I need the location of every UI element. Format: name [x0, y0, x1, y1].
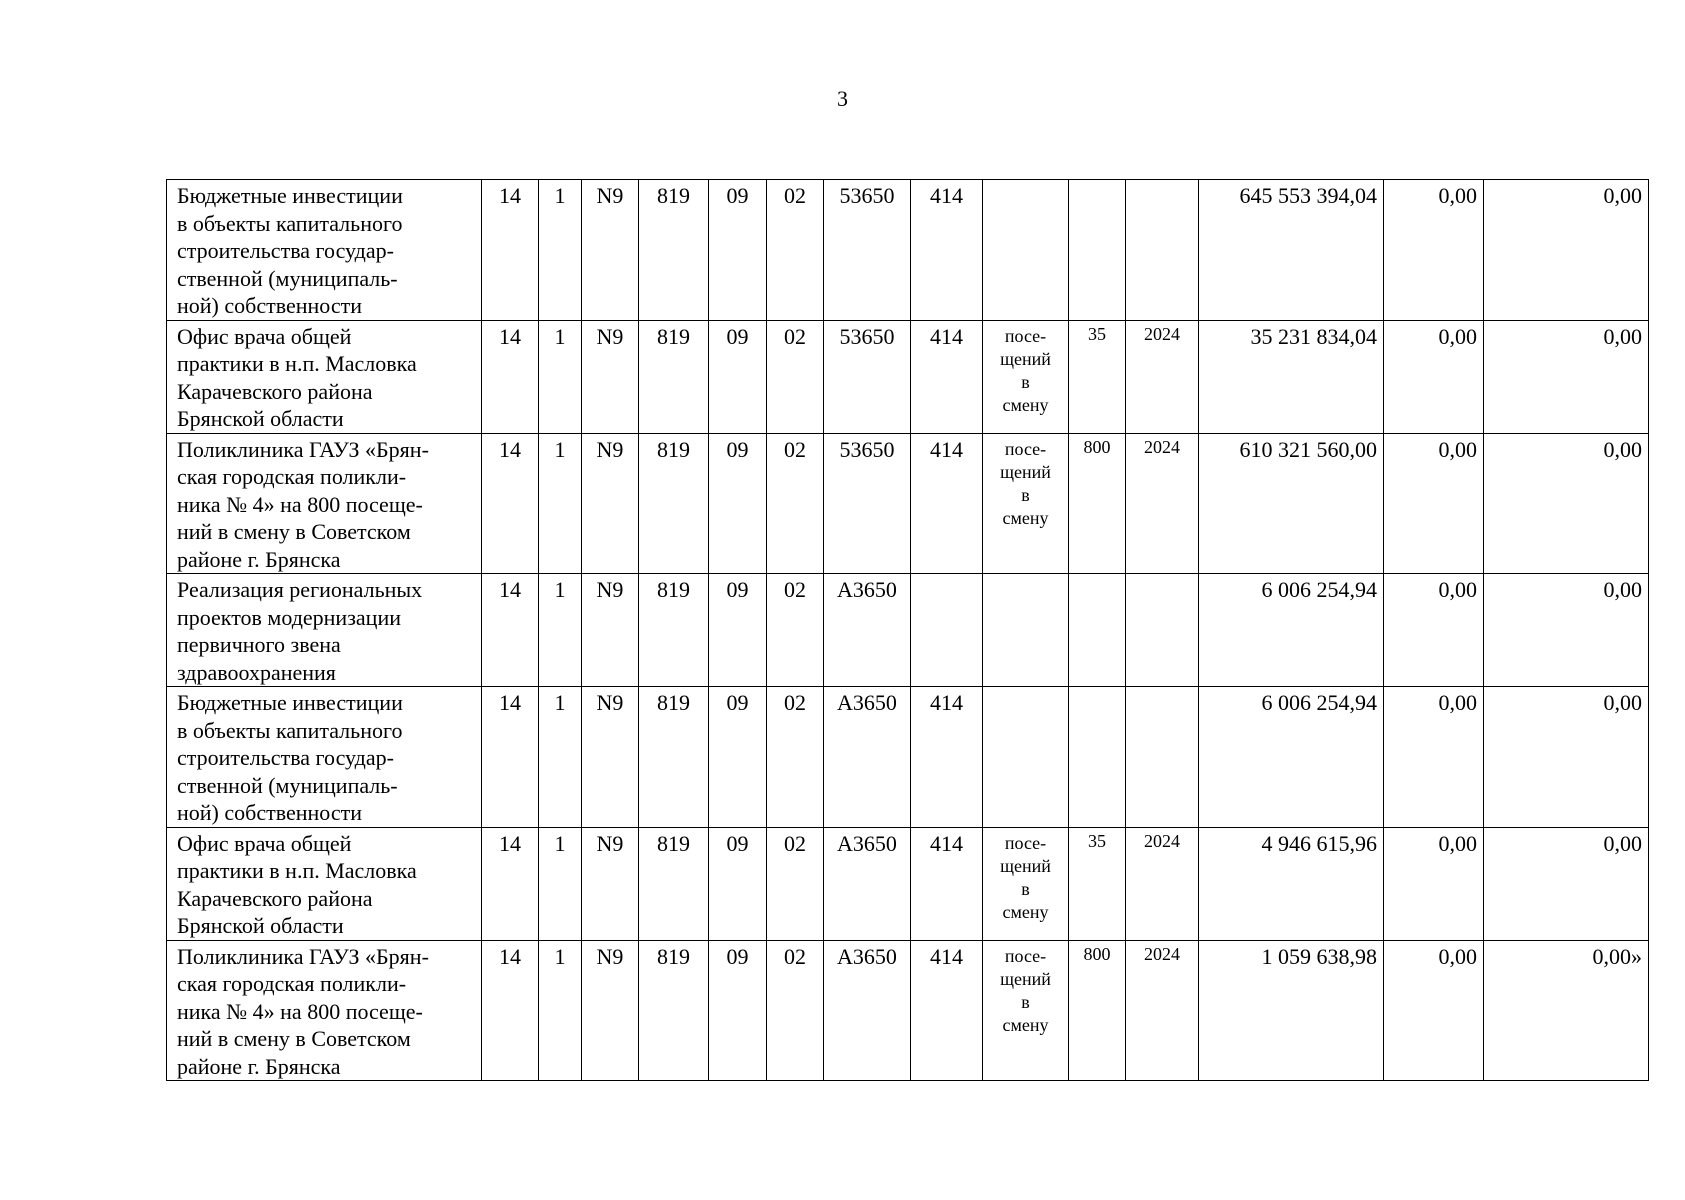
row-name	[167, 433, 482, 574]
amount-year-1: 610 321 560,00	[1199, 433, 1384, 574]
capacity-unit-line: смену	[1002, 1014, 1049, 1035]
capacity-unit	[983, 574, 1069, 687]
amount-year-3: 0,00	[1484, 320, 1649, 433]
code-project: N9	[582, 940, 639, 1081]
row-name-line: Поликлиника ГАУЗ «Брян-	[177, 943, 429, 969]
code-admin: 819	[639, 940, 709, 1081]
code-program: 1	[539, 827, 582, 940]
code-expense-type: 414	[911, 940, 983, 1081]
code-program: 1	[539, 180, 582, 321]
code-admin: 819	[639, 180, 709, 321]
capacity-unit-line: щений	[1000, 968, 1051, 989]
code-expense-type: 414	[911, 180, 983, 321]
capacity-unit-line: щений	[1000, 461, 1051, 482]
row-name-line: ская городская поликли-	[177, 971, 407, 996]
amount-year-2: 0,00	[1384, 320, 1484, 433]
code-subsection: 02	[767, 827, 824, 940]
capacity-unit-line: посе-	[1004, 945, 1047, 966]
page-number: 3	[837, 86, 848, 111]
code-section: 09	[709, 687, 767, 828]
code-section: 09	[709, 320, 767, 433]
capacity-unit-line: щений	[1000, 855, 1051, 876]
code-project: N9	[582, 687, 639, 828]
capacity-unit-line: в	[1021, 484, 1030, 505]
capacity-unit-line: смену	[1002, 394, 1049, 415]
code-direction: 53650	[824, 433, 911, 574]
code-direction: 53650	[824, 180, 911, 321]
capacity-unit-line: в	[1021, 878, 1030, 899]
code-chapter: 14	[482, 574, 539, 687]
row-name-line: ственной (муниципаль-	[177, 772, 398, 798]
code-subsection: 02	[767, 320, 824, 433]
row-name-line: ний в смену в Советском	[177, 1026, 411, 1051]
row-name-line: практики в н.п. Масловка	[177, 351, 417, 376]
capacity-unit-line: посе-	[1004, 325, 1047, 346]
capacity-unit-line: посе-	[1004, 438, 1047, 459]
code-project: N9	[582, 180, 639, 321]
row-name-line: Офис врача общей	[177, 830, 352, 856]
capacity-unit	[983, 940, 1069, 1081]
code-expense-type: 414	[911, 433, 983, 574]
row-name	[167, 827, 482, 940]
capacity-value: 800	[1069, 940, 1126, 1081]
row-name-line: строительства государ-	[177, 238, 394, 263]
code-chapter: 14	[482, 687, 539, 828]
row-name-line: ская городская поликли-	[177, 464, 407, 489]
table-row	[167, 433, 1649, 574]
capacity-unit	[983, 687, 1069, 828]
amount-year-3: 0,00	[1484, 687, 1649, 828]
row-name-line: ной) собственности	[177, 293, 362, 318]
row-name-line: практики в н.п. Масловка	[177, 858, 417, 883]
code-subsection: 02	[767, 433, 824, 574]
code-direction: 53650	[824, 320, 911, 433]
row-name	[167, 940, 482, 1081]
amount-year-2: 0,00	[1384, 827, 1484, 940]
amount-year-1: 35 231 834,04	[1199, 320, 1384, 433]
table-row	[167, 687, 1649, 828]
code-direction: А3650	[824, 687, 911, 828]
row-name	[167, 574, 482, 687]
amount-year-1: 645 553 394,04	[1199, 180, 1384, 321]
capacity-unit-line: смену	[1002, 901, 1049, 922]
row-name-line: здравоохранения	[177, 659, 336, 685]
row-name-line: ника № 4» на 800 посеще-	[177, 998, 423, 1024]
table-row	[167, 574, 1649, 687]
code-chapter: 14	[482, 433, 539, 574]
amount-year-2: 0,00	[1384, 433, 1484, 574]
code-project: N9	[582, 827, 639, 940]
amount-year-2: 0,00	[1384, 687, 1484, 828]
row-name-line: Офис врача общей	[177, 323, 352, 349]
capacity-value: 35	[1069, 320, 1126, 433]
amount-year-1: 1 059 638,98	[1199, 940, 1384, 1081]
row-name-line: ственной (муниципаль-	[177, 265, 398, 291]
row-name-line: Брянской области	[177, 406, 344, 431]
code-chapter: 14	[482, 320, 539, 433]
capacity-unit	[983, 433, 1069, 574]
row-name	[167, 687, 482, 828]
row-name-line: в объекты капитального	[177, 210, 403, 236]
commission-year	[1126, 687, 1199, 828]
code-subsection: 02	[767, 180, 824, 321]
code-admin: 819	[639, 433, 709, 574]
code-chapter: 14	[482, 940, 539, 1081]
row-name-line: районе г. Брянска	[177, 1053, 341, 1079]
code-expense-type	[911, 574, 983, 687]
capacity-value	[1069, 574, 1126, 687]
capacity-unit-line: смену	[1002, 507, 1049, 528]
amount-year-3: 0,00	[1484, 180, 1649, 321]
row-name-line: Бюджетные инвестиции	[177, 183, 403, 208]
code-program: 1	[539, 940, 582, 1081]
row-name-line: ной) собственности	[177, 800, 362, 825]
capacity-unit	[983, 180, 1069, 321]
code-project: N9	[582, 433, 639, 574]
capacity-value	[1069, 180, 1126, 321]
code-subsection: 02	[767, 687, 824, 828]
amount-year-1: 6 006 254,94	[1199, 574, 1384, 687]
code-admin: 819	[639, 574, 709, 687]
code-subsection: 02	[767, 940, 824, 1081]
table-row	[167, 180, 1649, 321]
code-direction: А3650	[824, 940, 911, 1081]
code-expense-type: 414	[911, 320, 983, 433]
row-name-line: Брянской области	[177, 913, 344, 938]
capacity-unit-line: в	[1021, 991, 1030, 1012]
code-section: 09	[709, 827, 767, 940]
capacity-unit	[983, 827, 1069, 940]
amount-year-3: 0,00	[1484, 433, 1649, 574]
code-program: 1	[539, 320, 582, 433]
commission-year: 2024	[1126, 940, 1199, 1081]
row-name-line: районе г. Брянска	[177, 546, 341, 572]
table-row	[167, 320, 1649, 433]
row-name-line: в объекты капитального	[177, 717, 403, 743]
row-name-line: ний в смену в Советском	[177, 519, 411, 544]
amount-year-1: 4 946 615,96	[1199, 827, 1384, 940]
row-name-line: проектов модернизации	[177, 604, 401, 630]
capacity-value	[1069, 687, 1126, 828]
code-section: 09	[709, 574, 767, 687]
amount-year-3: 0,00	[1484, 574, 1649, 687]
code-expense-type: 414	[911, 827, 983, 940]
row-name-line: первичного звена	[177, 632, 341, 657]
code-expense-type: 414	[911, 687, 983, 828]
code-chapter: 14	[482, 827, 539, 940]
row-name	[167, 180, 482, 321]
row-name-line: Поликлиника ГАУЗ «Брян-	[177, 436, 429, 462]
commission-year	[1126, 574, 1199, 687]
row-name-line: Карачевского района	[177, 378, 373, 404]
commission-year: 2024	[1126, 320, 1199, 433]
code-admin: 819	[639, 827, 709, 940]
amount-year-2: 0,00	[1384, 940, 1484, 1081]
table-row	[167, 940, 1649, 1081]
code-admin: 819	[639, 687, 709, 828]
row-name-line: Бюджетные инвестиции	[177, 690, 403, 715]
code-direction: А3650	[824, 827, 911, 940]
table-row	[167, 827, 1649, 940]
capacity-unit-line: щений	[1000, 348, 1051, 369]
amount-year-1: 6 006 254,94	[1199, 687, 1384, 828]
row-name-line: строительства государ-	[177, 745, 394, 770]
code-project: N9	[582, 320, 639, 433]
amount-year-3: 0,00»	[1484, 940, 1649, 1081]
amount-year-2: 0,00	[1384, 574, 1484, 687]
row-name-line: Реализация региональных	[177, 577, 423, 602]
code-chapter: 14	[482, 180, 539, 321]
code-section: 09	[709, 180, 767, 321]
code-program: 1	[539, 433, 582, 574]
row-name-line: Карачевского района	[177, 885, 373, 911]
code-section: 09	[709, 433, 767, 574]
code-direction: А3650	[824, 574, 911, 687]
code-program: 1	[539, 574, 582, 687]
code-section: 09	[709, 940, 767, 1081]
code-project: N9	[582, 574, 639, 687]
capacity-unit	[983, 320, 1069, 433]
row-name	[167, 320, 482, 433]
commission-year: 2024	[1126, 827, 1199, 940]
amount-year-2: 0,00	[1384, 180, 1484, 321]
capacity-unit-line: в	[1021, 371, 1030, 392]
commission-year: 2024	[1126, 433, 1199, 574]
capacity-value: 800	[1069, 433, 1126, 574]
capacity-value: 35	[1069, 827, 1126, 940]
code-admin: 819	[639, 320, 709, 433]
capacity-unit-line: посе-	[1004, 832, 1047, 853]
commission-year	[1126, 180, 1199, 321]
budget-table	[166, 179, 1649, 1081]
amount-year-3: 0,00	[1484, 827, 1649, 940]
code-subsection: 02	[767, 574, 824, 687]
row-name-line: ника № 4» на 800 посеще-	[177, 491, 423, 517]
code-program: 1	[539, 687, 582, 828]
